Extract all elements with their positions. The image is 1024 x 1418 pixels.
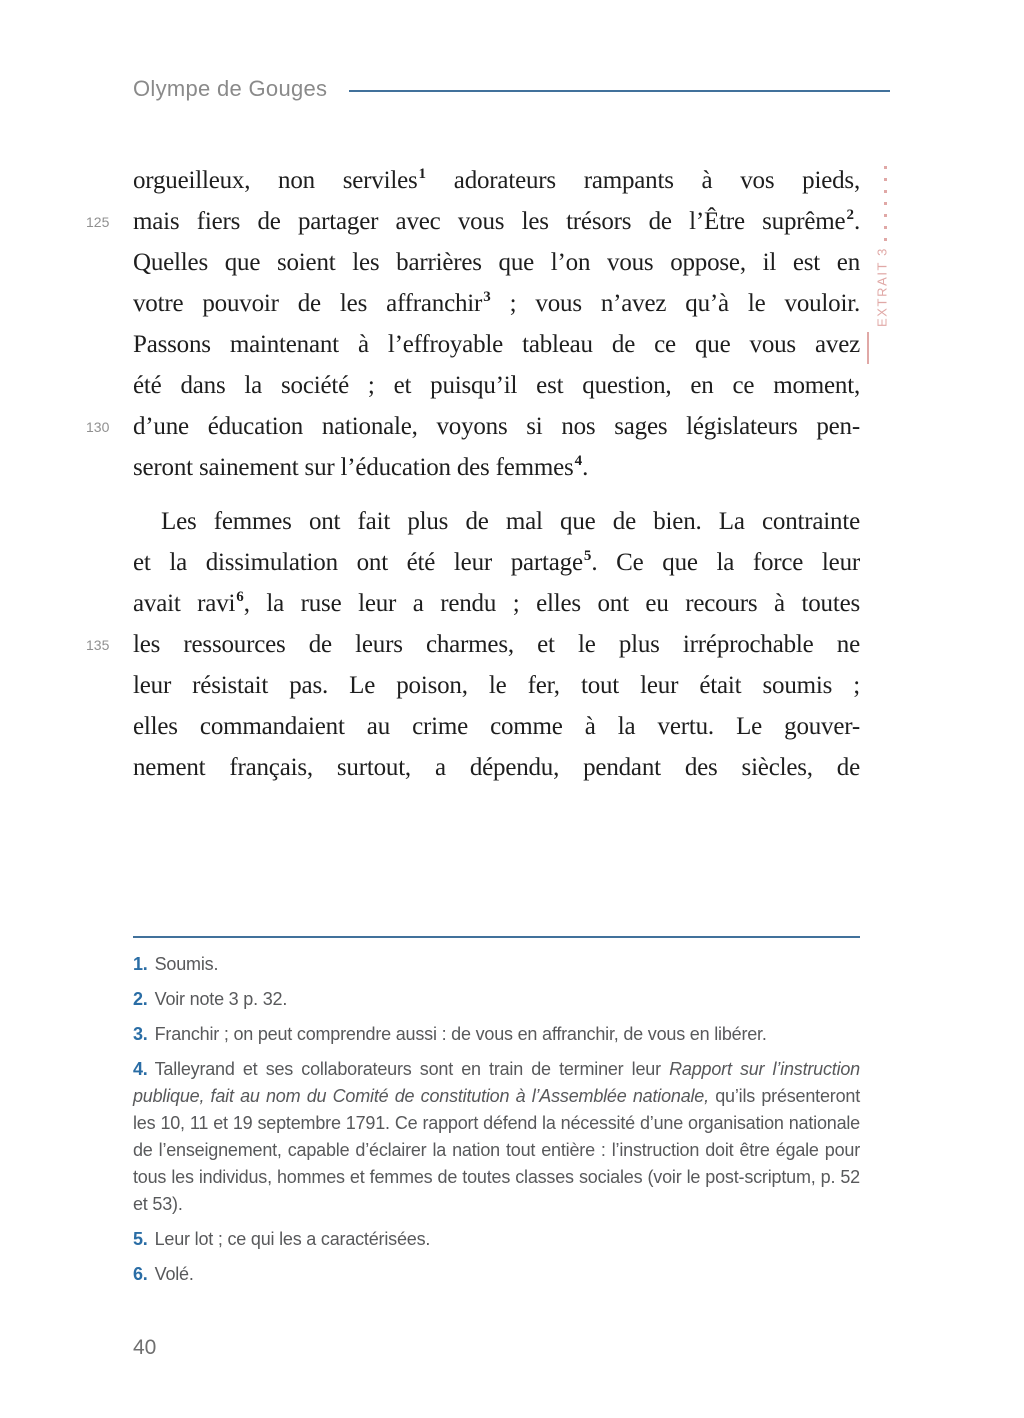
body-line: [133, 542, 860, 583]
footnote-text-segment: Soumis.: [154, 954, 219, 974]
footnote: [133, 986, 860, 1013]
body-text-segment: leur résistait pas. Le poison, le fer, tout leur était soumis ;: [133, 672, 860, 699]
paragraph: [86, 501, 860, 788]
body-text-segment: Quelles que soient les barrières que l’on vous oppose, il est en: [133, 249, 860, 276]
footnote: [133, 951, 860, 978]
body-line: [133, 747, 860, 788]
footnote-number: 5.: [133, 1229, 148, 1249]
body-line: [86, 406, 860, 447]
body-text-segment: elles commandaient au crime comme à la vertu. Le gouver-: [133, 713, 860, 740]
line-number: 135: [86, 637, 110, 653]
footnotes-rule: [133, 936, 860, 938]
footnotes-list: [133, 951, 860, 1288]
body-line: [133, 583, 860, 624]
line-number: 130: [86, 419, 110, 435]
footnote-ref: 2: [846, 207, 854, 223]
dotted-line-icon: [884, 166, 887, 244]
footnotes-section: [133, 936, 860, 1296]
body-text-segment: mais fiers de partager avec vous les trésors de l’Être suprême: [133, 208, 846, 235]
body-line: [133, 365, 860, 406]
page-header: [133, 76, 890, 102]
body-line: [133, 706, 860, 747]
footnote-ref: 4: [574, 453, 583, 469]
body-line: [133, 160, 860, 201]
footnote: [133, 1261, 860, 1288]
body-text-segment: orgueilleux, non serviles: [133, 167, 418, 194]
footnote-text-segment: Franchir ; on peut comprendre aussi : de vous en affranchir, de vous en libérer.: [154, 1024, 767, 1044]
footnote-text-segment: Talleyrand et ses collaborateurs sont en train de terminer leur: [154, 1059, 670, 1079]
footnote-ref: 1: [418, 166, 427, 182]
body-text-segment: avait ravi: [133, 590, 236, 617]
footnote: [133, 1021, 860, 1048]
footnote-ref: 3: [483, 289, 491, 305]
body-text-segment: seront sainement sur l’éducation des femmes: [133, 454, 574, 481]
body-line: [133, 501, 860, 542]
footnote-ref: 6: [236, 589, 244, 605]
body-text-segment: , la ruse leur a rendu ; elles ont eu recours à toutes: [243, 590, 860, 617]
footnote-number: 2.: [133, 989, 148, 1009]
body-text: [86, 160, 861, 788]
footnote-number: 6.: [133, 1264, 148, 1284]
footnote-number: 4.: [133, 1059, 148, 1079]
extrait-tab-rule: [867, 332, 869, 364]
footnote-text-segment: qu’ils présenteront les 10, 11 et 19 septembre 1791. Ce rapport défend la nécessité d’une organisation nationale de l’enseignement, capable d’éclairer la nation tout entière : l’instruction doit être égale pour tous les individus, hommes et femmes de toutes classes sociales (voir le post-scriptum, p. 52 et 53).: [133, 1086, 861, 1214]
footnote-text-segment: Volé.: [154, 1264, 194, 1284]
body-text-segment: .: [582, 454, 589, 481]
footnote-ref: 5: [583, 548, 592, 564]
line-number: 125: [86, 214, 110, 230]
body-line: [133, 242, 860, 283]
footnote: [133, 1226, 860, 1253]
paragraph: [86, 160, 861, 488]
footnote: [133, 1056, 860, 1218]
body-line: [133, 447, 860, 488]
extrait-tab-label: EXTRAIT 3: [874, 247, 890, 327]
footnote-text-segment: Leur lot ; ce qui les a caractérisées.: [154, 1229, 431, 1249]
body-line: [133, 324, 860, 365]
body-text-segment: Passons maintenant à l’effroyable tableau de ce que vous avez: [133, 331, 860, 358]
body-text-segment: et la dissimulation ont été leur partage: [133, 549, 583, 576]
footnote-number: 1.: [133, 954, 148, 974]
body-text-segment: été dans la société ; et puisqu’il est question, en ce moment,: [133, 372, 860, 399]
footnote-text-segment: Voir note 3 p. 32.: [154, 989, 288, 1009]
body-text-segment: nement français, surtout, a dépendu, pendant des siècles, de: [133, 754, 860, 781]
body-text-segment: les ressources de leurs charmes, et le plus irréprochable ne: [133, 631, 860, 658]
running-head-title: Olympe de Gouges: [133, 76, 328, 101]
body-line: [133, 283, 860, 324]
body-text-segment: . Ce que la force leur: [591, 549, 860, 576]
footnote-text-segment: Rapport sur l’instruction publique, fait au nom du Comité de constitution à l’Assemblée nationale,: [133, 1059, 860, 1106]
header-rule: [349, 90, 890, 92]
body-text-segment: adorateurs rampants à vos pieds,: [426, 167, 860, 194]
body-text-segment: ; vous n’avez qu’à le vouloir.: [490, 290, 861, 317]
body-text-segment: .: [853, 208, 860, 235]
body-line: [86, 624, 860, 665]
body-line: [86, 201, 860, 242]
body-text-segment: votre pouvoir de les affranchir: [133, 290, 483, 317]
footnote-number: 3.: [133, 1024, 148, 1044]
body-text-segment: Les femmes ont fait plus de mal que de bien. La contrainte: [161, 508, 860, 535]
body-line: [133, 665, 860, 706]
body-text-segment: d’une éducation nationale, voyons si nos sages législateurs pen-: [133, 413, 860, 440]
page-number: 40: [133, 1336, 157, 1359]
